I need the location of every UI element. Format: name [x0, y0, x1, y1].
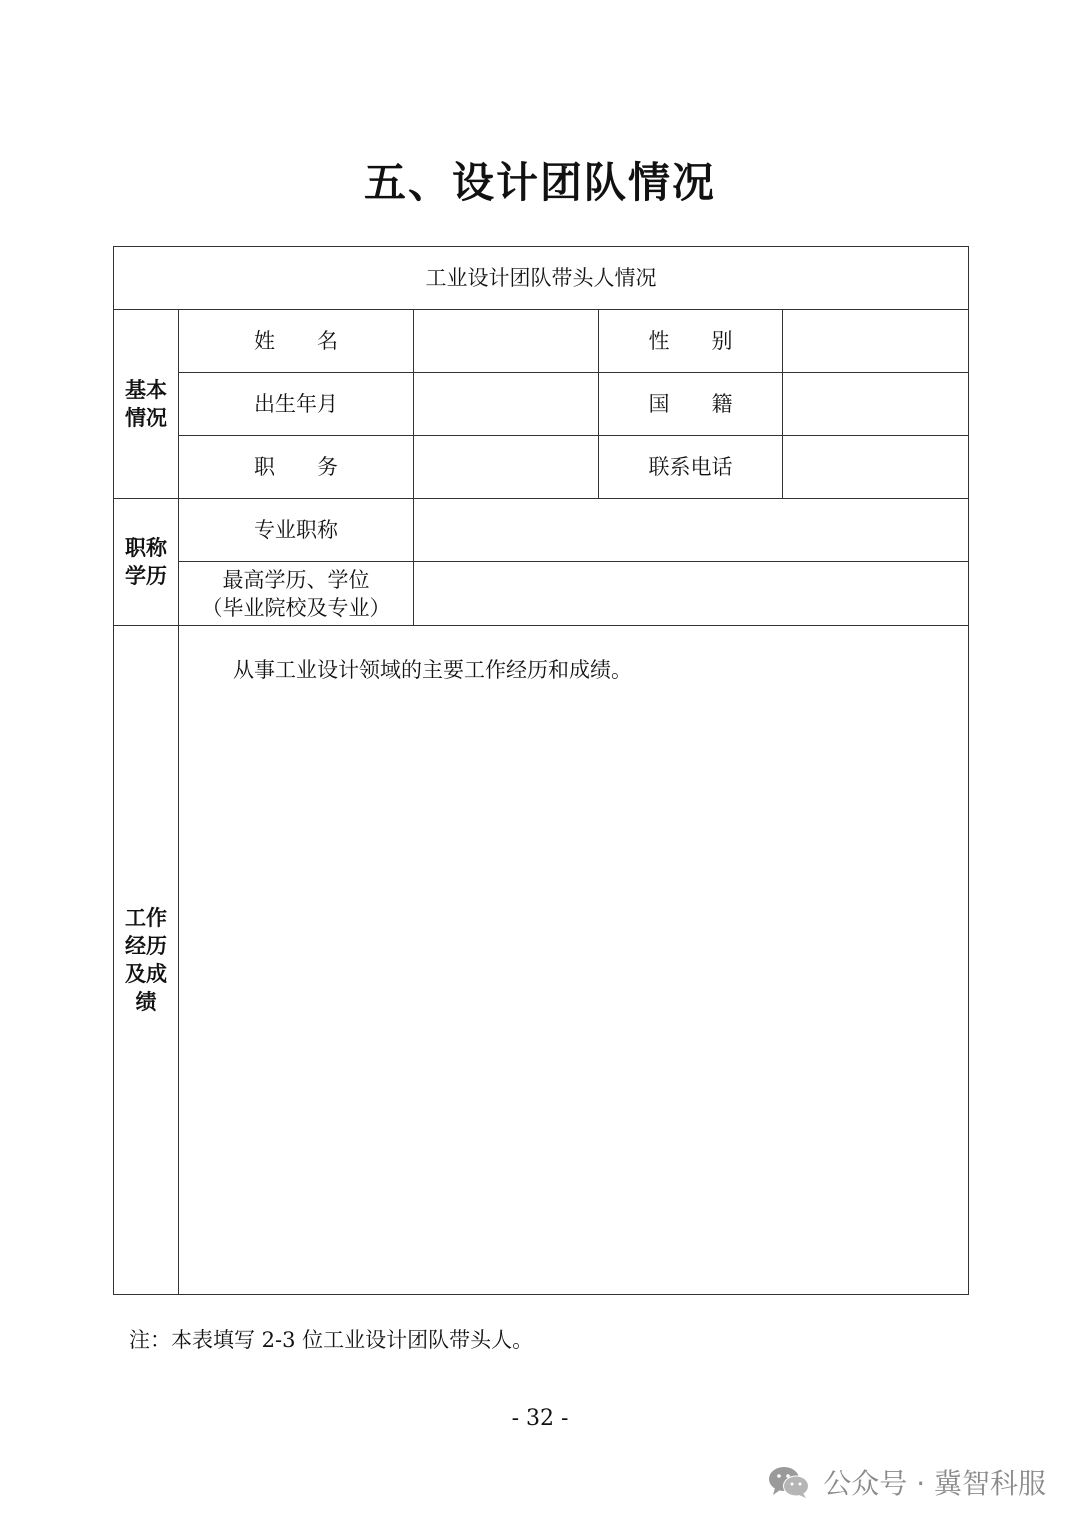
experience-prompt: 从事工业设计领域的主要工作经历和成绩。: [233, 658, 632, 682]
label-char: 国: [648, 392, 670, 416]
highest-degree-field[interactable]: [414, 562, 969, 626]
phone-field[interactable]: [783, 436, 969, 499]
label-char: 别: [711, 329, 733, 353]
experience-section-label: [114, 626, 179, 1295]
name-field[interactable]: [414, 310, 599, 373]
section-label-line: 学历: [125, 564, 167, 588]
label-char: 名: [317, 329, 338, 353]
label-char: 籍: [711, 392, 733, 416]
section-label-line: 职称: [125, 536, 167, 560]
team-leader-form: [113, 246, 969, 1295]
wechat-icon: [767, 1465, 811, 1499]
section-label-line: 及成: [125, 962, 167, 986]
section-label-line: 绩: [135, 990, 157, 1014]
label-line: （毕业院校及专业）: [201, 595, 391, 620]
section-label-line: 情况: [125, 406, 167, 430]
position-field[interactable]: [414, 436, 599, 499]
birth-date-label: 出生年月: [179, 373, 414, 436]
watermark-text: 公众号 · 冀智科服: [823, 1467, 1046, 1500]
watermark: [767, 1462, 1046, 1502]
highest-degree-label: [179, 562, 414, 626]
position-label: [179, 436, 414, 499]
phone-label: 联系电话: [599, 436, 783, 499]
section-label-line: 基本: [125, 378, 167, 402]
section-label-line: 工作: [125, 906, 167, 930]
nationality-field[interactable]: [783, 373, 969, 436]
gender-label: [599, 310, 783, 373]
table-header: 工业设计团队带头人情况: [114, 247, 969, 310]
name-label: [179, 310, 414, 373]
birth-date-field[interactable]: [414, 373, 599, 436]
professional-title-label: 专业职称: [179, 499, 414, 562]
label-char: 性: [648, 329, 670, 353]
table-note: 注：本表填写 2-3 位工业设计团队带头人。: [129, 1328, 534, 1352]
gender-field[interactable]: [783, 310, 969, 373]
label-char: 姓: [254, 329, 275, 353]
label-char: 职: [254, 455, 275, 479]
nationality-label: [599, 373, 783, 436]
experience-field[interactable]: [179, 626, 969, 1295]
section-label-line: 经历: [125, 934, 167, 958]
page-number: - 32 -: [511, 1406, 569, 1431]
professional-title-field[interactable]: [414, 499, 969, 562]
label-line: 最高学历、学位: [222, 567, 370, 592]
basic-info-section-label: [114, 310, 179, 499]
page-title: 五、设计团队情况: [363, 158, 716, 207]
education-section-label: [114, 499, 179, 626]
label-char: 务: [317, 455, 338, 479]
